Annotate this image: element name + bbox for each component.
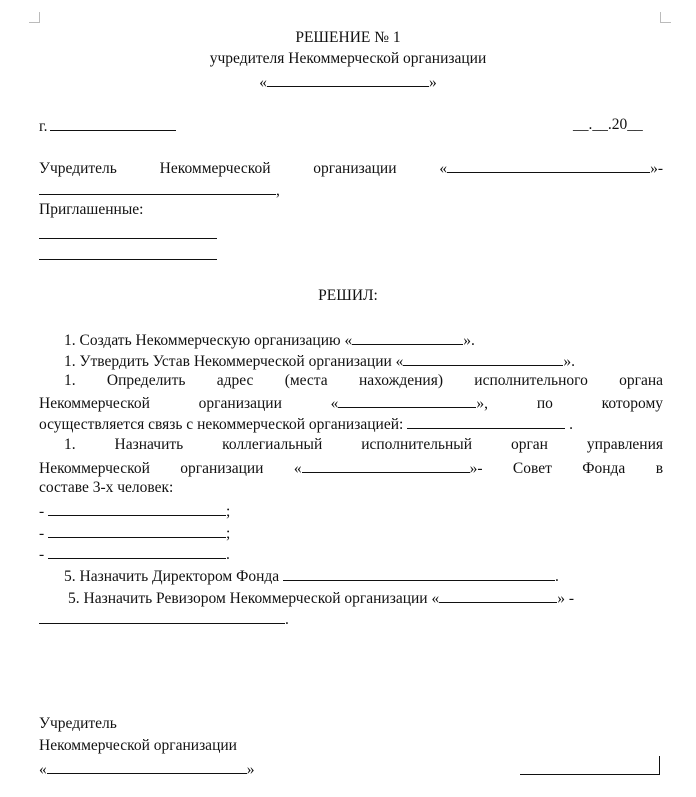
- invited-field[interactable]: [39, 224, 217, 239]
- item-define-address-contact: осуществляется связь с некоммерческой организацией: .: [39, 416, 573, 433]
- organization-name-field[interactable]: [267, 72, 429, 87]
- contact-field[interactable]: [407, 414, 565, 429]
- document-title: РЕШЕНИЕ № 1: [295, 29, 401, 46]
- charter-org-field[interactable]: [403, 351, 563, 366]
- invited-line: [39, 245, 217, 265]
- founder-name-field[interactable]: [39, 180, 276, 195]
- board-member-field[interactable]: [48, 544, 226, 559]
- item-appoint-director: 5. Назначить Директором Фонда .: [64, 568, 559, 585]
- item-define-address: 1. Определить адрес (места нахождения) исполнительного органа: [64, 372, 664, 389]
- board-member-field[interactable]: [48, 501, 226, 516]
- director-field[interactable]: [283, 566, 555, 581]
- signature-role: Учредитель: [39, 715, 117, 732]
- auditor-org-field[interactable]: [439, 588, 557, 603]
- text-cursor: [659, 756, 660, 775]
- board-member-line: - .: [39, 546, 230, 563]
- page-corner-mark: [29, 12, 40, 23]
- address-field[interactable]: [338, 393, 476, 408]
- board-member-field[interactable]: [48, 523, 226, 538]
- organization-name-blank: « »: [259, 74, 437, 91]
- board-member-line: - ;: [39, 525, 231, 542]
- city-line: г.: [39, 116, 176, 136]
- signature-org-name: « »: [39, 761, 255, 778]
- founder-org-field[interactable]: [447, 158, 650, 173]
- signature-field[interactable]: [520, 774, 660, 775]
- document-subtitle: учредителя Некоммерческой организации: [209, 50, 487, 67]
- signature-org-field[interactable]: [47, 759, 247, 774]
- item-define-address-cont: Некоммерческой организации « », по которому: [39, 395, 664, 412]
- item-appoint-board-cont: Некоммерческой организации « »- Совет Фонда в: [39, 460, 664, 477]
- board-member-line: - ;: [39, 503, 231, 520]
- auditor-name-line: .: [39, 609, 289, 629]
- city-field[interactable]: [50, 116, 176, 131]
- org-name-field[interactable]: [352, 330, 463, 345]
- page-corner-mark: [660, 12, 671, 23]
- signature-org: Некоммерческой организации: [39, 737, 237, 754]
- invited-line: [39, 224, 217, 244]
- resolved-heading: РЕШИЛ:: [318, 287, 378, 304]
- item-approve-charter: 1. Утвердить Устав Некоммерческой организации « ».: [64, 353, 576, 370]
- item-create-organization: 1. Создать Некоммерческую организацию « ».: [64, 332, 475, 349]
- founder-line: Учредитель Некоммерческой организации « »-: [39, 160, 663, 177]
- date-field[interactable]: __.__.20__: [573, 116, 643, 133]
- founder-name-line: ,: [39, 180, 280, 200]
- invited-label: Приглашенные:: [39, 201, 144, 218]
- item-appoint-board-count: составе 3-х человек:: [39, 479, 174, 496]
- item-appoint-auditor: 5. Назначить Ревизором Некоммерческой организации « » -: [68, 590, 575, 607]
- invited-field[interactable]: [39, 245, 217, 260]
- item-appoint-board: 1. Назначить коллегиальный исполнительный орган управления: [64, 436, 664, 453]
- board-org-field[interactable]: [302, 458, 470, 473]
- auditor-name-field[interactable]: [39, 609, 285, 624]
